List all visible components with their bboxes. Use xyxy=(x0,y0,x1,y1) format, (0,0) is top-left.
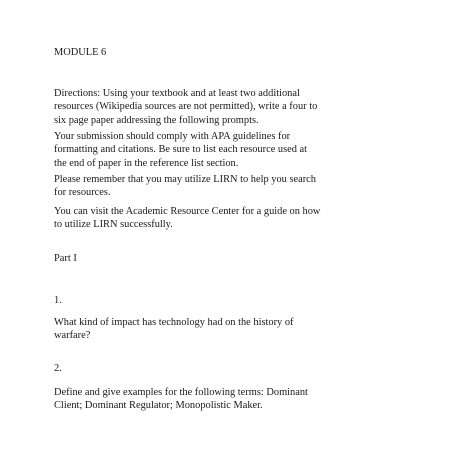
question-2-text: Define and give examples for the following terms: Dominant Client; Dominant Regulator; Monopolistic Maker. xyxy=(54,387,308,412)
directions-paragraph: Directions: Using your textbook and at least two additional resources (Wikipedia sources are not permitted), write a four to six page paper addressing the following prompts. xyxy=(54,88,318,126)
question-2-number: 2. xyxy=(54,363,62,374)
part-heading: Part I xyxy=(54,253,77,264)
module-heading: MODULE 6 xyxy=(54,47,107,58)
question-1-number: 1. xyxy=(54,295,62,306)
lirn-paragraph: Please remember that you may utilize LIRN to help you search for resources. xyxy=(54,174,316,199)
arc-paragraph: You can visit the Academic Resource Center for a guide on how to utilize LIRN successfully. xyxy=(54,206,321,231)
apa-paragraph: Your submission should comply with APA guidelines for formatting and citations. Be sure to list each resource used at the end of paper in the reference list section. xyxy=(54,131,308,169)
question-1-text: What kind of impact has technology had on the history of warfare? xyxy=(54,317,294,342)
